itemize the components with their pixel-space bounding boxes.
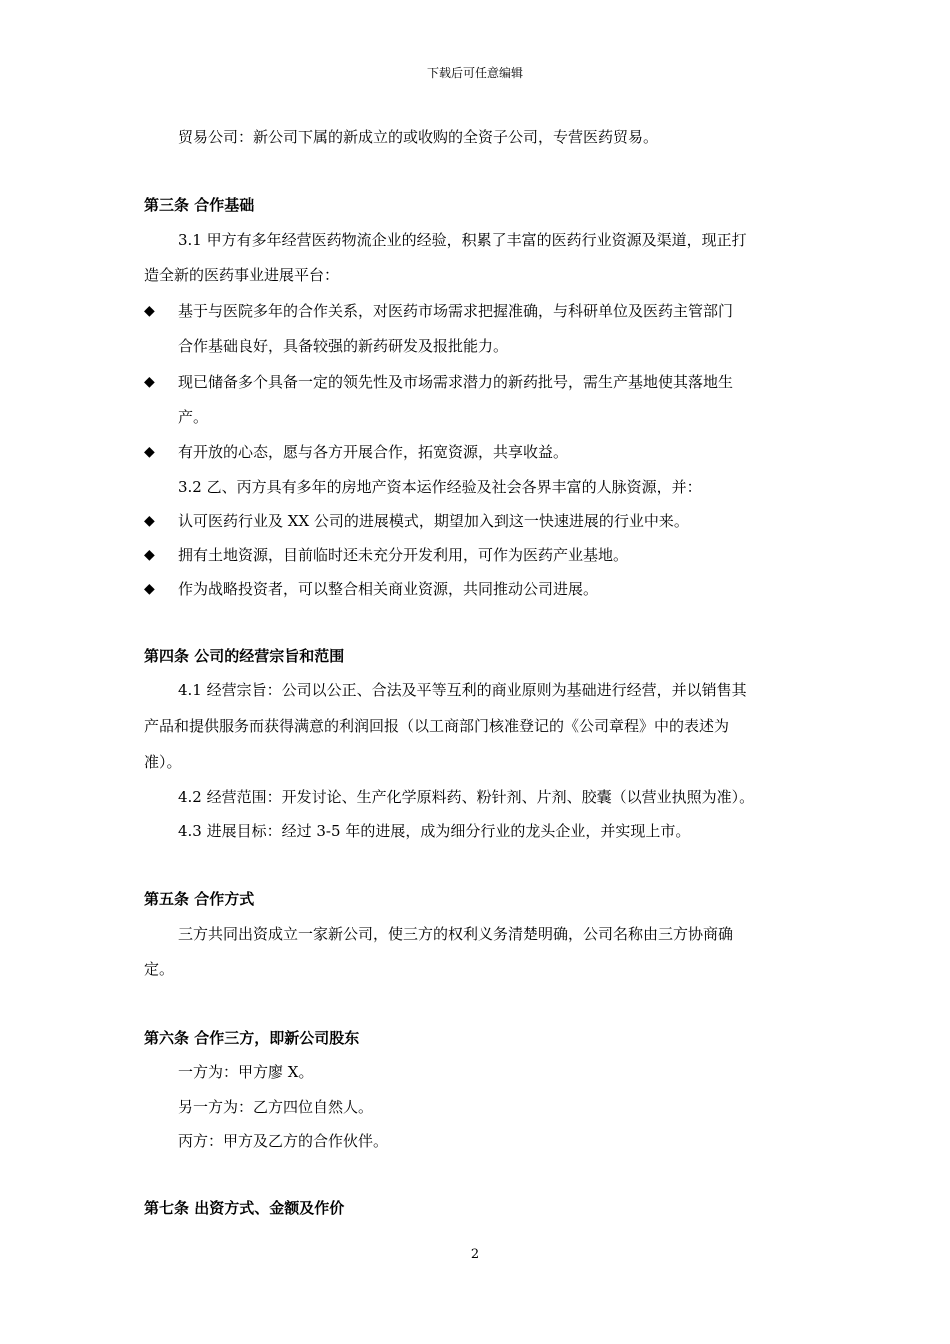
bullet-item-new-drugs: 现已储备多个具备一定的领先性及市场需求潜力的新药批号，需生产基地使其落地生: [178, 373, 734, 391]
bullet-item-hospital-cont: 合作基础良好，具备较强的新药研发及报批能力。: [178, 337, 509, 355]
article-7-heading: 第七条 出资方式、金额及作价: [144, 1199, 345, 1217]
page-header: 下载后可任意编辑: [426, 66, 523, 80]
bullet-item-recognize: 认可医药行业及 XX 公司的进展模式，期望加入到这一快速进展的行业中来。: [178, 512, 689, 530]
bullet-diamond-icon: ◆: [144, 547, 155, 563]
paragraph-3-1-cont: 造全新的医药事业进展平台：: [144, 266, 340, 284]
paragraph-4-3: 4.3 进展目标：经过 3-5 年的进展，成为细分行业的龙头企业，并实现上市。: [178, 822, 691, 840]
article-6-heading: 第六条 合作三方，即新公司股东: [144, 1029, 360, 1047]
article-3-heading: 第三条 合作基础: [144, 196, 255, 214]
bullet-diamond-icon: ◆: [144, 374, 155, 390]
article-4-heading: 第四条 公司的经营宗旨和范围: [144, 647, 345, 665]
page-number: 2: [470, 1247, 480, 1262]
bullet-diamond-icon: ◆: [144, 513, 155, 529]
article-5-heading: 第五条 合作方式: [144, 890, 255, 908]
bullet-item-investor: 作为战略投资者，可以整合相关商业资源，共同推动公司进展。: [178, 580, 599, 598]
bullet-item-land: 拥有土地资源，目前临时还未充分开发利用，可作为医药产业基地。: [178, 546, 629, 564]
bullet-item-new-drugs-cont: 产。: [178, 408, 209, 426]
paragraph-trading-company: 贸易公司：新公司下属的新成立的或收购的全资子公司，专营医药贸易。: [178, 128, 659, 146]
bullet-item-hospital: 基于与医院多年的合作关系，对医药市场需求把握准确，与科研单位及医药主管部门: [178, 302, 734, 320]
paragraph-4-1-cont: 产品和提供服务而获得满意的利润回报（以工商部门核准登记的《公司章程》中的表述为: [144, 717, 730, 735]
paragraph-4-2: 4.2 经营范围：开发讨论、生产化学原料药、粉针剂、片剂、胶囊（以营业执照为准）。: [178, 788, 755, 806]
party-three: 丙方：甲方及乙方的合作伙伴。: [178, 1132, 389, 1150]
paragraph-5-cont: 定。: [144, 960, 175, 978]
paragraph-4-1: 4.1 经营宗旨：公司以公正、合法及平等互利的商业原则为基础进行经营，并以销售其: [178, 681, 747, 699]
paragraph-3-2: 3.2 乙、丙方具有多年的房地产资本运作经验及社会各界丰富的人脉资源，并：: [178, 478, 702, 496]
paragraph-4-1-end: 准）。: [144, 753, 182, 771]
bullet-item-open-mind: 有开放的心态，愿与各方开展合作，拓宽资源，共享收益。: [178, 443, 569, 461]
paragraph-3-1: 3.1 甲方有多年经营医药物流企业的经验，积累了丰富的医药行业资源及渠道，现正打: [178, 231, 747, 249]
bullet-diamond-icon: ◆: [144, 444, 155, 460]
party-one: 一方为：甲方廖 X。: [178, 1063, 314, 1081]
bullet-diamond-icon: ◆: [144, 303, 155, 319]
paragraph-5: 三方共同出资成立一家新公司，使三方的权利义务清楚明确，公司名称由三方协商确: [178, 925, 734, 943]
party-two: 另一方为：乙方四位自然人。: [178, 1098, 374, 1116]
bullet-diamond-icon: ◆: [144, 581, 155, 597]
